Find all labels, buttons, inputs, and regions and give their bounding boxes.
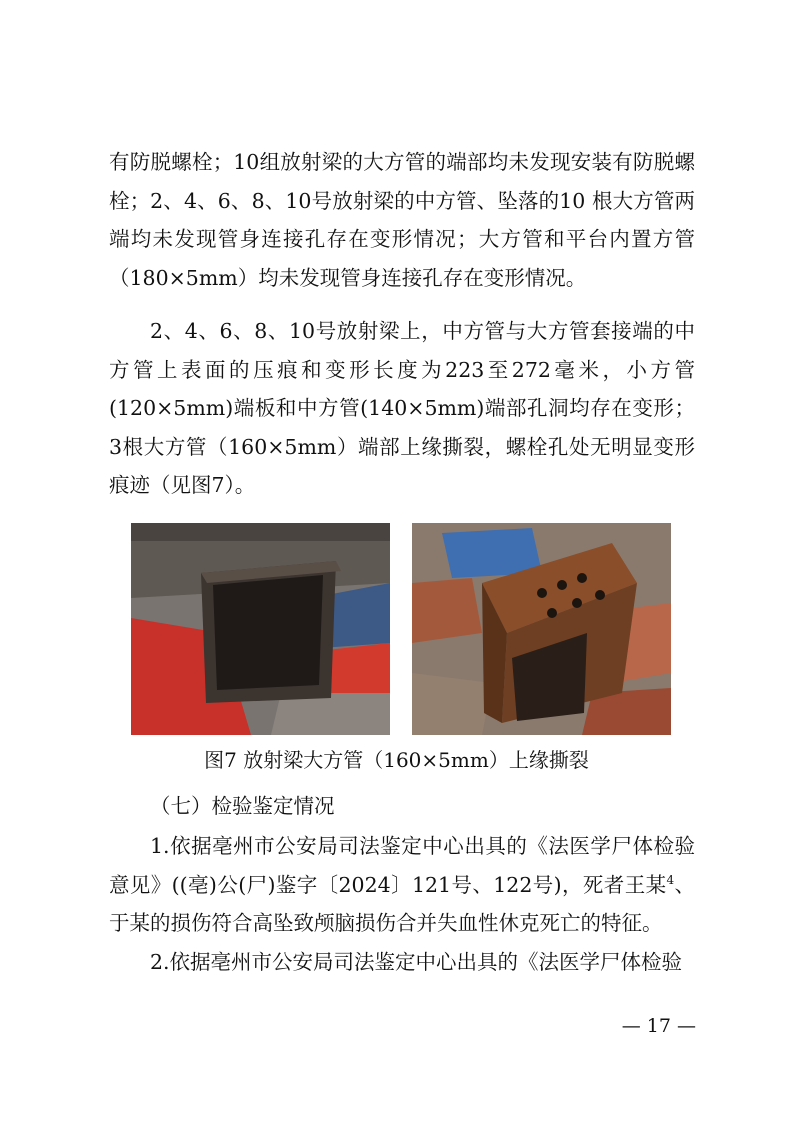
paragraph-forensic-second: 2.依据亳州市公安局司法鉴定中心出具的《法医学尸体检验 xyxy=(150,950,683,974)
footnote-marker: 4 xyxy=(666,872,675,887)
section-heading: （七）检验鉴定情况 xyxy=(150,794,335,818)
paragraph-forensic-opinion-tail: 、于某的损伤符合高坠致颅脑损伤合并失血性休克死亡的特征。 xyxy=(109,872,695,935)
paragraph-beam-inspection: 有防脱螺栓；10组放射梁的大方管的端部均未发现安装有防脱螺栓；2、4、6、8、10号放射梁的中方管、坠落的10 根大方管两端均未发现管身连接孔存在变形情况；大方管和平台内置方管（180×5mm）均未发现管身连接孔存在变形情况。 xyxy=(109,150,695,290)
photo-torn-tube-rubble xyxy=(412,523,671,735)
page-number: — 17 — xyxy=(621,1015,696,1037)
paragraph-forensic-opinion-text: 1.依据亳州市公安局司法鉴定中心出具的《法医学尸体检验意见》((亳)公(尸)鉴字〔2024〕121号、122号)，死者王某 xyxy=(109,834,695,897)
paragraph-forensic-opinion xyxy=(109,827,695,943)
paragraph-deformation: 2、4、6、8、10号放射梁上，中方管与大方管套接端的中方管上表面的压痕和变形长度为223至272毫米，小方管(120×5mm)端板和中方管(140×5mm)端部孔洞均存在变形；3根大方管（160×5mm）端部上缘撕裂，螺栓孔处无明显变形痕迹（见图7）。 xyxy=(109,319,695,497)
figure-caption: 图7 放射梁大方管（160×5mm）上缘撕裂 xyxy=(204,748,589,772)
photo-square-tube-end xyxy=(131,523,390,735)
